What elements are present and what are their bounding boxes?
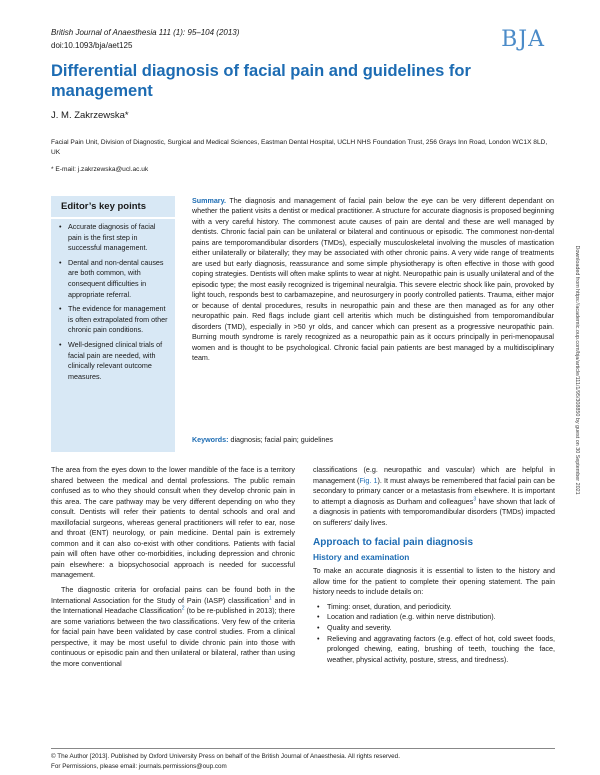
- summary-label: Summary.: [192, 197, 226, 205]
- author: J. M. Zakrzewska*: [51, 110, 129, 121]
- article-title: Differential diagnosis of facial pain and guidelines for management: [51, 62, 471, 100]
- section-heading: Approach to facial pain diagnosis: [313, 537, 474, 549]
- key-points-list: [59, 222, 171, 386]
- bullet-item: • Relieving and aggravating factors (e.g. effect of hot, cold sweet foods, prolonged chewing, eating, brushing of teeth, touching the face, weather, physical activity, posture, stress, and tiredness).: [313, 634, 555, 666]
- paragraph: [313, 465, 555, 528]
- key-points-box: [51, 196, 175, 452]
- footer-divider: [51, 748, 555, 749]
- history-bullet-list: [313, 602, 555, 665]
- copyright-footer: [51, 752, 551, 772]
- paragraph-text: ). It must always be remembered that facial pain can be secondary to primary cancer or a metastasis from elsewhere. It is important to attempt a diagnosis as Durham and colleagues: [313, 475, 556, 506]
- paragraph-text: classifications (e.g. neuropathic and vascular) which are helpful in management (: [313, 465, 555, 485]
- reference-link[interactable]: 2: [181, 605, 185, 612]
- figure-link[interactable]: Fig. 1: [359, 475, 378, 485]
- key-point-item: • Accurate diagnosis of facial pain is the first step in successful management.: [59, 222, 171, 254]
- bullet-item: • Location and radiation (e.g. within nerve distribution).: [313, 612, 555, 623]
- keywords-label: Keywords:: [192, 436, 229, 444]
- key-points-heading: Editor’s key points: [61, 201, 146, 212]
- reference-link[interactable]: 3: [473, 496, 477, 503]
- key-point-item: • The evidence for management is often extrapolated from other chronic pain conditions.: [59, 304, 171, 336]
- bullet-item: • Quality and severity.: [313, 623, 555, 634]
- journal-logo: BJA: [501, 27, 545, 52]
- abstract-summary: [192, 196, 554, 364]
- keywords: [192, 436, 554, 444]
- paragraph-text: (to be re-published in 2013); there are some variations between the two classifications. Very few of the criteria for facial pain have been validated by case control studies. From a clinical perspective, it may be most useful to divide chronic pain into those with continuous or episodic pain and then unilateral or bilateral, rather than using the more conventional: [51, 606, 295, 668]
- corresponding-email[interactable]: * E-mail: j.zakrzewska@ucl.ac.uk: [51, 166, 149, 173]
- download-note-text[interactable]: Downloaded from https://academic.oup.com/bja/article/111/1/95/308850 by guest on 30 September 2021: [574, 245, 580, 495]
- paragraph-text: The diagnostic criteria for orofacial pains can be found both in the International Association for the Study of Pain (IASP) classification: [51, 585, 295, 605]
- paragraph: [51, 585, 295, 669]
- key-point-item: • Well-designed clinical trials of facial pain are needed, with clinically relevant outcome measures.: [59, 340, 171, 382]
- bullet-item: • Timing: onset, duration, and periodicity.: [313, 602, 555, 613]
- subsection-heading: History and examination: [313, 552, 410, 563]
- download-side-note: [572, 150, 582, 590]
- body-left-column: [51, 465, 295, 669]
- paragraph-text: and in the International Headache Classification: [51, 595, 295, 616]
- paragraph-text: have shown that lack of a diagnosis in patients with temporomandibular disorders (TMDs) impacted on sufferers’ daily lives.: [313, 496, 555, 527]
- paragraph: To make an accurate diagnosis it is essential to listen to the history and allow time for the patient to complete their opening statement. The pain history needs to include details on:: [313, 566, 555, 597]
- reference-link[interactable]: 1: [268, 595, 272, 602]
- doi[interactable]: doi:10.1093/bja/aet125: [51, 41, 133, 50]
- keywords-text: diagnosis; facial pain; guidelines: [230, 436, 333, 444]
- permissions-line[interactable]: For Permissions, please email: journals.permissions@oup.com: [51, 763, 227, 770]
- key-points-divider: [51, 217, 175, 219]
- summary-text: The diagnosis and management of facial pain below the eye can be very different dependant on whether the patient visits a dentist or medical practitioner. A structure for accurate diagnosis is proposed beginning with a very careful history. The commonest acute causes of pain are dental and these are well managed by dentists. Chronic facial pain can be unilateral or bilateral and continuous or episodic. The commonest non-dental pains are temporomandibular disorders (TMDs), especially musculoskeletal involving the muscles of mastication either unilaterally or bilaterally; they may be associated with other chronic pains. A very wide range of treatments are used but early diagnosis, reassurance and some simple physiotherapy is often effective in those with good coping strategies. Dentists will often make splints to wear at night. Neuropathic pain is usually unilateral and of the episodic type; the most easily recognized is trigeminal neuralgia. This severe electric shock like pain, provoked by light touch, responds best to carbamazepine, and neurosurgery in poorly controlled patients. Trauma, either major or because of dental procedures, results in neuropathic pain and these are then managed as for any other neuropathic pain. Red flags include giant cell arteritis which much be distinguished from temporomandibular disorders (TMD), especially in >50 yr olds, and cancer which can present as a progressive neuropathic pain. Burning mouth syndrome is rarely recognized as a neuropathic pain as it occurs principally in peri-menopausal women and is thought to be psychological. Chronic facial pain patients are best managed by a multidisciplinary team.: [192, 197, 554, 363]
- key-point-item: • Dental and non-dental causes are both common, with consequent difficulties in appropriate referral.: [59, 258, 171, 300]
- affiliation: Facial Pain Unit, Division of Diagnostic, Surgical and Medical Sciences, Eastman Dental Hospital, UCLH NHS Foundation Trust, 256 Grays Inn Road, London WC1X 8LD, UK: [51, 139, 548, 156]
- paragraph: The area from the eyes down to the lower mandible of the face is a territory shared between the medical and dental professions. The public remain confused as to who they should consult when they develop chronic pain in this area. The care pathway may be very different depending on who they consult. Dentists will refer their patients to dental schools and oral and maxillofacial surgeons, whereas general practitioners will refer to ear, nose and throat (ENT) neurology, or pain medicine. Dental pain is extremely common and it can also co-exist with other conditions. Patients with facial pain will often have other co-morbidities, including depression and chronic pain elsewhere: a biopsychosocial approach is needed for successful management.: [51, 465, 295, 580]
- body-right-column: [313, 465, 555, 665]
- copyright-line: © The Author [2013]. Published by Oxford University Press on behalf of the British Journal of Anaesthesia. All rights reserved.: [51, 753, 400, 760]
- journal-citation: British Journal of Anaesthesia 111 (1): 95–104 (2013): [51, 28, 240, 37]
